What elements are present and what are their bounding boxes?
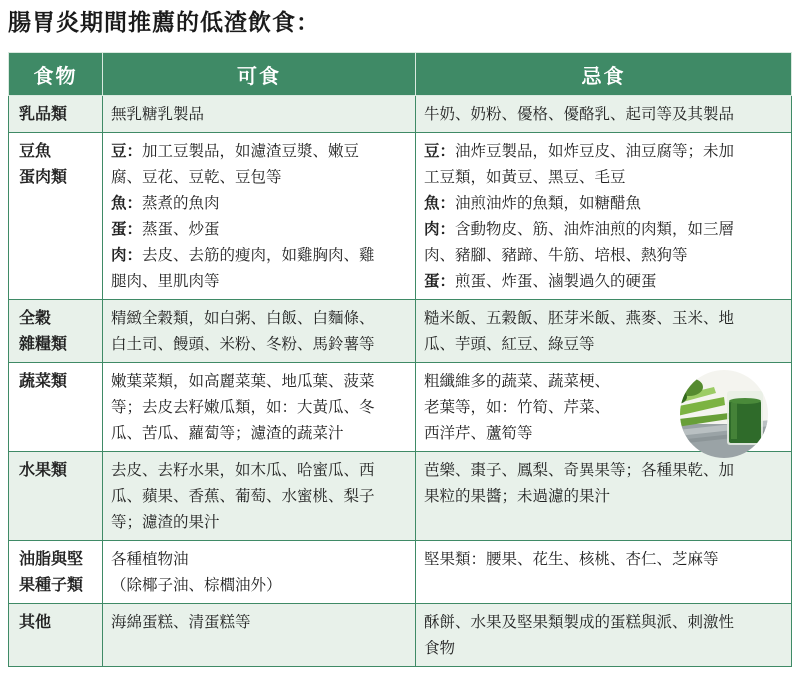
- allowed-veg-line2: 等；去皮去籽嫩瓜類，如：大黃瓜、冬: [111, 398, 375, 416]
- category-oils: [9, 541, 103, 604]
- table-row-grains: [9, 300, 792, 363]
- allowed-veg-line1: 嫩葉菜類，如高麗菜葉、地瓜葉、菠菜: [111, 372, 375, 390]
- allowed-bean-text: 加工豆製品，如濾渣豆漿、嫩豆: [142, 142, 360, 160]
- category-fruits: 水果類: [9, 452, 103, 541]
- diet-table: [8, 52, 792, 667]
- allowed-veg-line3: 瓜、苦瓜、蘿蔔等；濾渣的蔬菜汁: [111, 424, 344, 442]
- allowed-bean-text-2: 腐、豆花、豆乾、豆包等: [111, 168, 282, 186]
- category-protein-line2: 蛋肉類: [19, 167, 68, 186]
- avoid-bean-label: 豆：: [424, 142, 456, 160]
- allowed-dairy: 無乳糖乳製品: [103, 96, 416, 133]
- avoid-grains-line1: 糙米飯、五穀飯、胚芽米飯、燕麥、玉米、地: [424, 309, 735, 327]
- allowed-meat-text: 去皮、去筋的瘦肉，如雞胸肉、雞: [142, 246, 375, 264]
- allowed-fruit-line2: 瓜、蘋果、香蕉、葡萄、水蜜桃、梨子: [111, 487, 375, 505]
- table-header-row: [9, 53, 792, 96]
- avoid-veg-line3: 西洋芹、蘆筍等: [424, 424, 533, 442]
- category-grains: [9, 300, 103, 363]
- avoid-oils: 堅果類：腰果、花生、核桃、杏仁、芝麻等: [416, 541, 792, 604]
- table-row-vegetables: [9, 363, 792, 452]
- avoid-meat-text: 含動物皮、筋、油炸油煎的肉類，如三層: [455, 220, 735, 238]
- avoid-protein: [416, 133, 792, 300]
- category-protein: [9, 133, 103, 300]
- allowed-others: 海綿蛋糕、清蛋糕等: [103, 604, 416, 667]
- allowed-fruit-line3: 等；濾渣的果汁: [111, 513, 220, 531]
- allowed-oils: [103, 541, 416, 604]
- allowed-egg-text: 蒸蛋、炒蛋: [142, 220, 220, 238]
- allowed-fruits: [103, 452, 416, 541]
- avoid-fish-label: 魚：: [424, 194, 456, 212]
- table-row-others: [9, 604, 792, 667]
- category-grains-line2: 雜糧類: [19, 334, 68, 353]
- category-vegetables: 蔬菜類: [9, 363, 103, 452]
- avoid-fish-text: 油煎油炸的魚類，如糖醋魚: [455, 194, 642, 212]
- avoid-vegetables: [416, 363, 792, 452]
- allowed-protein: [103, 133, 416, 300]
- allowed-oils-line1: 各種植物油: [111, 550, 189, 568]
- avoid-others: [416, 604, 792, 667]
- avoid-bean-text-2: 工豆類，如黃豆、黑豆、毛豆: [424, 168, 626, 186]
- allowed-grains: [103, 300, 416, 363]
- allowed-fruit-line1: 去皮、去籽水果，如木瓜、哈蜜瓜、西: [111, 461, 375, 479]
- category-grains-line1: 全穀: [19, 308, 52, 327]
- allowed-bean-label: 豆：: [111, 142, 143, 160]
- category-protein-line1: 豆魚: [19, 141, 52, 160]
- allowed-fish-text: 蒸煮的魚肉: [142, 194, 220, 212]
- avoid-veg-line1: 粗纖維多的蔬菜、蔬菜梗、: [424, 372, 611, 390]
- avoid-egg-label: 蛋：: [424, 272, 456, 290]
- category-oils-line2: 果種子類: [19, 575, 84, 594]
- allowed-fish-label: 魚：: [111, 194, 143, 212]
- allowed-meat-text-2: 腿肉、里肌肉等: [111, 272, 220, 290]
- avoid-meat-label: 肉：: [424, 220, 456, 238]
- allowed-grains-line1: 精緻全穀類，如白粥、白飯、白麵條、: [111, 309, 375, 327]
- page-title: 腸胃炎期間推薦的低渣飲食：: [8, 10, 320, 36]
- avoid-others-line2: 食物: [424, 639, 456, 657]
- header-allowed: 可食: [103, 53, 416, 96]
- allowed-egg-label: 蛋：: [111, 220, 143, 238]
- avoid-fruits: [416, 452, 792, 541]
- celery-juice-photo: [669, 369, 779, 459]
- avoid-egg-text: 煎蛋、炸蛋、滷製過久的硬蛋: [455, 272, 657, 290]
- avoid-grains: [416, 300, 792, 363]
- avoid-meat-text-2: 肉、豬腳、豬蹄、牛筋、培根、熱狗等: [424, 246, 688, 264]
- table-row-protein: [9, 133, 792, 300]
- avoid-bean-text: 油炸豆製品，如炸豆皮、油豆腐等；未加: [455, 142, 735, 160]
- allowed-meat-label: 肉：: [111, 246, 143, 264]
- avoid-veg-line2: 老葉等，如：竹筍、芹菜、: [424, 398, 611, 416]
- table-row-oils: [9, 541, 792, 604]
- category-others: 其他: [9, 604, 103, 667]
- header-avoid: 忌食: [416, 53, 792, 96]
- table-row-dairy: [9, 96, 792, 133]
- avoid-others-line1: 酥餅、水果及堅果類製成的蛋糕與派、刺激性: [424, 613, 735, 631]
- avoid-grains-line2: 瓜、芋頭、紅豆、綠豆等: [424, 335, 595, 353]
- avoid-fruit-line1: 芭樂、棗子、鳳梨、奇異果等；各種果乾、加: [424, 461, 735, 479]
- avoid-fruit-line2: 果粒的果醬；未過濾的果汁: [424, 487, 611, 505]
- category-oils-line1: 油脂與堅: [19, 549, 84, 568]
- allowed-vegetables: [103, 363, 416, 452]
- avoid-dairy: 牛奶、奶粉、優格、優酪乳、起司等及其製品: [416, 96, 792, 133]
- allowed-grains-line2: 白土司、饅頭、米粉、冬粉、馬鈴薯等: [111, 335, 375, 353]
- allowed-oils-line2: （除椰子油、棕櫚油外）: [111, 576, 282, 594]
- category-dairy: 乳品類: [9, 96, 103, 133]
- table-row-fruits: [9, 452, 792, 541]
- header-food: 食物: [9, 53, 103, 96]
